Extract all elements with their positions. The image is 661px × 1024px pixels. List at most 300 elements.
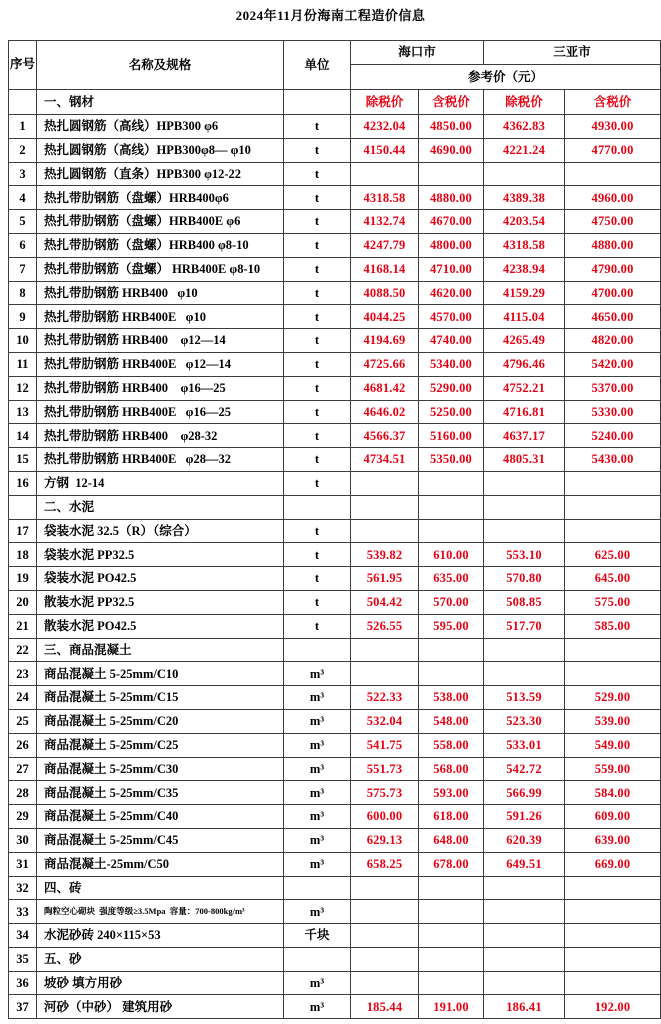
unit-cell: t: [284, 162, 351, 186]
table-row: [9, 233, 661, 257]
table-row: [9, 638, 661, 662]
section-title-steel: 一、钢材: [37, 90, 284, 115]
haikou-inctax-price: 4850.00: [419, 115, 484, 139]
haikou-extax-price: 532.04: [351, 709, 419, 733]
table-row: [9, 686, 661, 710]
haikou-extax-price: 4247.79: [351, 233, 419, 257]
haikou-extax-price: 4132.74: [351, 210, 419, 234]
row-no: 36: [9, 971, 37, 995]
haikou-inctax-price: [419, 876, 484, 900]
table-row: [9, 305, 661, 329]
price-table: [8, 40, 661, 1019]
item-name: 热扎带肋钢筋 HRB400E φ28—32: [37, 448, 284, 472]
row-no: 21: [9, 614, 37, 638]
col-header-ref-price: 参考价（元）: [351, 65, 661, 90]
sanya-extax-price: 4637.17: [484, 424, 565, 448]
item-name: 袋装水泥 32.5（R）（综合）: [37, 519, 284, 543]
haikou-extax-price: [351, 662, 419, 686]
row-no: 25: [9, 709, 37, 733]
sanya-inctax-price: [565, 900, 661, 924]
haikou-inctax-price: 4620.00: [419, 281, 484, 305]
item-name: 散装水泥 PO42.5: [37, 614, 284, 638]
haikou-inctax-price: 4570.00: [419, 305, 484, 329]
item-name: 热扎圆钢筋（高线）HPB300φ8— φ10: [37, 138, 284, 162]
col-header-city-haikou: 海口市: [351, 41, 484, 65]
row-no: 10: [9, 329, 37, 353]
row-no: 33: [9, 900, 37, 924]
row-no: 24: [9, 686, 37, 710]
haikou-extax-price: 4734.51: [351, 448, 419, 472]
haikou-inctax-price: [419, 495, 484, 519]
table-row: [9, 376, 661, 400]
row-no: [9, 90, 37, 115]
haikou-inctax-price: [419, 162, 484, 186]
sanya-inctax-price: 529.00: [565, 686, 661, 710]
sanya-extax-price: 4796.46: [484, 352, 565, 376]
haikou-extax-price: 4168.14: [351, 257, 419, 281]
table-row: [9, 614, 661, 638]
table-row: [9, 805, 661, 829]
haikou-extax-price: 4088.50: [351, 281, 419, 305]
sanya-inctax-price: [565, 971, 661, 995]
sanya-extax-price: [484, 519, 565, 543]
table-row: [9, 662, 661, 686]
unit-cell: t: [284, 400, 351, 424]
row-no: 22: [9, 638, 37, 662]
table-row: [9, 781, 661, 805]
table-row: [9, 828, 661, 852]
unit-cell: t: [284, 519, 351, 543]
sanya-inctax-price: 4930.00: [565, 115, 661, 139]
sanya-inctax-price: [565, 876, 661, 900]
haikou-extax-price: [351, 495, 419, 519]
unit-cell: [284, 876, 351, 900]
sanya-extax-price: 4318.58: [484, 233, 565, 257]
unit-cell: m³: [284, 781, 351, 805]
col-header-sanya-inctax: 含税价: [565, 90, 661, 115]
sanya-inctax-price: [565, 519, 661, 543]
haikou-extax-price: [351, 162, 419, 186]
haikou-extax-price: [351, 471, 419, 495]
row-no: 15: [9, 448, 37, 472]
row-no: 23: [9, 662, 37, 686]
table-row: [9, 281, 661, 305]
table-row: [9, 876, 661, 900]
table-row: [9, 495, 661, 519]
haikou-inctax-price: 610.00: [419, 543, 484, 567]
unit-cell: t: [284, 471, 351, 495]
table-row: [9, 590, 661, 614]
row-no: 31: [9, 852, 37, 876]
haikou-extax-price: 4150.44: [351, 138, 419, 162]
table-row: [9, 352, 661, 376]
item-name: 热扎带肋钢筋（盘螺） HRB400E φ8-10: [37, 257, 284, 281]
table-row: [9, 471, 661, 495]
unit-cell: m³: [284, 733, 351, 757]
sanya-extax-price: 4805.31: [484, 448, 565, 472]
col-header-unit: 单位: [284, 41, 351, 90]
haikou-extax-price: [351, 900, 419, 924]
unit-cell: m³: [284, 852, 351, 876]
sanya-inctax-price: 4700.00: [565, 281, 661, 305]
sanya-extax-price: 542.72: [484, 757, 565, 781]
haikou-extax-price: 4044.25: [351, 305, 419, 329]
page-title: 2024年11月份海南工程造价信息: [235, 8, 426, 23]
sanya-extax-price: 591.26: [484, 805, 565, 829]
row-no: 4: [9, 186, 37, 210]
row-no: 34: [9, 924, 37, 948]
row-no: 30: [9, 828, 37, 852]
sanya-extax-price: 508.85: [484, 590, 565, 614]
haikou-extax-price: 600.00: [351, 805, 419, 829]
price-table-body: [9, 115, 661, 1019]
haikou-inctax-price: [419, 947, 484, 971]
row-no: 19: [9, 567, 37, 591]
col-header-name-spec: 名称及规格: [37, 41, 284, 90]
haikou-extax-price: 539.82: [351, 543, 419, 567]
header-row-cities: [9, 41, 661, 65]
item-name: 热扎带肋钢筋 HRB400 φ10: [37, 281, 284, 305]
row-no: 35: [9, 947, 37, 971]
row-no: 13: [9, 400, 37, 424]
item-name: 散装水泥 PP32.5: [37, 590, 284, 614]
table-row: [9, 947, 661, 971]
unit-cell: [284, 90, 351, 115]
col-header-no: 序号: [9, 41, 37, 90]
item-name: 坡砂 填方用砂: [37, 971, 284, 995]
unit-cell: t: [284, 138, 351, 162]
sanya-extax-price: 620.39: [484, 828, 565, 852]
unit-cell: t: [284, 614, 351, 638]
sanya-inctax-price: 5420.00: [565, 352, 661, 376]
unit-cell: 千块: [284, 924, 351, 948]
item-name: 商品混凝土 5-25mm/C15: [37, 686, 284, 710]
item-name: 四、砖: [37, 876, 284, 900]
haikou-inctax-price: 558.00: [419, 733, 484, 757]
item-name: 热扎带肋钢筋 HRB400 φ16—25: [37, 376, 284, 400]
table-row: [9, 971, 661, 995]
sanya-extax-price: 4752.21: [484, 376, 565, 400]
sanya-extax-price: 517.70: [484, 614, 565, 638]
item-name: 陶粒空心砌块 强度等级≥3.5Mpa 容量：700-800kg/m³: [37, 900, 284, 924]
sanya-inctax-price: 639.00: [565, 828, 661, 852]
sanya-inctax-price: 5240.00: [565, 424, 661, 448]
unit-cell: t: [284, 590, 351, 614]
table-row: [9, 995, 661, 1019]
item-name: 五、砂: [37, 947, 284, 971]
haikou-inctax-price: 5250.00: [419, 400, 484, 424]
table-row: [9, 329, 661, 353]
haikou-inctax-price: 191.00: [419, 995, 484, 1019]
sanya-extax-price: 533.01: [484, 733, 565, 757]
sanya-extax-price: [484, 638, 565, 662]
item-name: 热扎圆钢筋（高线）HPB300 φ6: [37, 115, 284, 139]
row-no: 26: [9, 733, 37, 757]
sanya-inctax-price: 585.00: [565, 614, 661, 638]
unit-cell: t: [284, 305, 351, 329]
haikou-inctax-price: [419, 662, 484, 686]
unit-cell: t: [284, 329, 351, 353]
haikou-extax-price: 575.73: [351, 781, 419, 805]
item-name: 袋装水泥 PO42.5: [37, 567, 284, 591]
unit-cell: t: [284, 257, 351, 281]
row-no: 32: [9, 876, 37, 900]
sanya-extax-price: 649.51: [484, 852, 565, 876]
item-name: 商品混凝土 5-25mm/C40: [37, 805, 284, 829]
unit-cell: t: [284, 567, 351, 591]
unit-cell: m³: [284, 971, 351, 995]
sanya-extax-price: [484, 495, 565, 519]
sanya-extax-price: [484, 162, 565, 186]
haikou-inctax-price: 678.00: [419, 852, 484, 876]
haikou-inctax-price: 618.00: [419, 805, 484, 829]
haikou-extax-price: 185.44: [351, 995, 419, 1019]
haikou-inctax-price: 4800.00: [419, 233, 484, 257]
sanya-extax-price: 4265.49: [484, 329, 565, 353]
haikou-inctax-price: 593.00: [419, 781, 484, 805]
item-name: 商品混凝土 5-25mm/C10: [37, 662, 284, 686]
haikou-inctax-price: 5350.00: [419, 448, 484, 472]
table-row: [9, 186, 661, 210]
haikou-inctax-price: [419, 924, 484, 948]
row-no: 18: [9, 543, 37, 567]
row-no: 6: [9, 233, 37, 257]
item-name: 商品混凝土 5-25mm/C45: [37, 828, 284, 852]
unit-cell: [284, 638, 351, 662]
item-name: 热扎带肋钢筋 HRB400E φ12—14: [37, 352, 284, 376]
sanya-inctax-price: [565, 947, 661, 971]
sanya-inctax-price: 645.00: [565, 567, 661, 591]
sanya-extax-price: 4159.29: [484, 281, 565, 305]
haikou-extax-price: 4194.69: [351, 329, 419, 353]
haikou-inctax-price: 4710.00: [419, 257, 484, 281]
haikou-extax-price: 522.33: [351, 686, 419, 710]
row-no: 7: [9, 257, 37, 281]
haikou-extax-price: 658.25: [351, 852, 419, 876]
unit-cell: m³: [284, 709, 351, 733]
sanya-inctax-price: 4790.00: [565, 257, 661, 281]
item-name: 热扎带肋钢筋（盘螺）HRB400E φ6: [37, 210, 284, 234]
unit-cell: t: [284, 424, 351, 448]
table-row: [9, 543, 661, 567]
table-row: [9, 924, 661, 948]
sanya-inctax-price: 5430.00: [565, 448, 661, 472]
header-row-tax-and-section-steel: [9, 90, 661, 115]
table-row: [9, 757, 661, 781]
sanya-extax-price: 523.30: [484, 709, 565, 733]
unit-cell: t: [284, 352, 351, 376]
haikou-extax-price: [351, 519, 419, 543]
haikou-inctax-price: 5160.00: [419, 424, 484, 448]
row-no: 1: [9, 115, 37, 139]
item-name: 热扎带肋钢筋（盘螺）HRB400φ6: [37, 186, 284, 210]
haikou-extax-price: 504.42: [351, 590, 419, 614]
sanya-extax-price: 4221.24: [484, 138, 565, 162]
sanya-extax-price: 4716.81: [484, 400, 565, 424]
sanya-inctax-price: 609.00: [565, 805, 661, 829]
haikou-inctax-price: 4670.00: [419, 210, 484, 234]
unit-cell: m³: [284, 805, 351, 829]
item-name: 商品混凝土 5-25mm/C35: [37, 781, 284, 805]
row-no: 5: [9, 210, 37, 234]
table-row: [9, 115, 661, 139]
haikou-inctax-price: 4740.00: [419, 329, 484, 353]
table-row: [9, 257, 661, 281]
haikou-inctax-price: 568.00: [419, 757, 484, 781]
sanya-inctax-price: 549.00: [565, 733, 661, 757]
item-name: 商品混凝土 5-25mm/C20: [37, 709, 284, 733]
item-name: 热扎带肋钢筋 HRB400E φ10: [37, 305, 284, 329]
row-no: [9, 495, 37, 519]
row-no: 3: [9, 162, 37, 186]
sanya-inctax-price: 575.00: [565, 590, 661, 614]
sanya-inctax-price: 4960.00: [565, 186, 661, 210]
sanya-inctax-price: 4750.00: [565, 210, 661, 234]
item-name: 商品混凝土 5-25mm/C30: [37, 757, 284, 781]
unit-cell: t: [284, 210, 351, 234]
unit-cell: m³: [284, 757, 351, 781]
haikou-inctax-price: [419, 471, 484, 495]
unit-cell: [284, 495, 351, 519]
item-name: 河砂（中砂） 建筑用砂: [37, 995, 284, 1019]
table-row: [9, 519, 661, 543]
haikou-extax-price: 541.75: [351, 733, 419, 757]
item-name: 热扎圆钢筋（直条）HPB300 φ12-22: [37, 162, 284, 186]
item-name: 袋装水泥 PP32.5: [37, 543, 284, 567]
row-no: 27: [9, 757, 37, 781]
unit-cell: m³: [284, 662, 351, 686]
sanya-extax-price: [484, 900, 565, 924]
sanya-inctax-price: 539.00: [565, 709, 661, 733]
sanya-extax-price: 566.99: [484, 781, 565, 805]
haikou-inctax-price: 648.00: [419, 828, 484, 852]
row-no: 20: [9, 590, 37, 614]
table-row: [9, 210, 661, 234]
sanya-extax-price: [484, 471, 565, 495]
item-name: 水泥砂砖 240×115×53: [37, 924, 284, 948]
sanya-extax-price: [484, 662, 565, 686]
haikou-extax-price: 4232.04: [351, 115, 419, 139]
haikou-extax-price: 629.13: [351, 828, 419, 852]
sanya-extax-price: 4362.83: [484, 115, 565, 139]
sanya-extax-price: 513.59: [484, 686, 565, 710]
haikou-inctax-price: 570.00: [419, 590, 484, 614]
row-no: 2: [9, 138, 37, 162]
row-no: 28: [9, 781, 37, 805]
haikou-inctax-price: 538.00: [419, 686, 484, 710]
table-row: [9, 162, 661, 186]
unit-cell: m³: [284, 828, 351, 852]
sanya-inctax-price: [565, 162, 661, 186]
table-row: [9, 709, 661, 733]
haikou-extax-price: 551.73: [351, 757, 419, 781]
haikou-inctax-price: 5290.00: [419, 376, 484, 400]
table-row: [9, 138, 661, 162]
unit-cell: m³: [284, 900, 351, 924]
sanya-inctax-price: 559.00: [565, 757, 661, 781]
col-header-haikou-inctax: 含税价: [419, 90, 484, 115]
table-row: [9, 424, 661, 448]
haikou-inctax-price: [419, 971, 484, 995]
sanya-inctax-price: [565, 495, 661, 519]
haikou-inctax-price: 595.00: [419, 614, 484, 638]
sanya-inctax-price: [565, 924, 661, 948]
haikou-extax-price: [351, 924, 419, 948]
item-name: 商品混凝土-25mm/C50: [37, 852, 284, 876]
unit-cell: t: [284, 281, 351, 305]
haikou-extax-price: [351, 971, 419, 995]
item-name: 方钢 12-14: [37, 471, 284, 495]
table-row: [9, 567, 661, 591]
table-row: [9, 400, 661, 424]
haikou-extax-price: [351, 638, 419, 662]
item-name: 商品混凝土 5-25mm/C25: [37, 733, 284, 757]
sanya-inctax-price: 4650.00: [565, 305, 661, 329]
unit-cell: t: [284, 115, 351, 139]
unit-cell: t: [284, 186, 351, 210]
sanya-extax-price: [484, 876, 565, 900]
haikou-extax-price: [351, 947, 419, 971]
sanya-inctax-price: 192.00: [565, 995, 661, 1019]
haikou-inctax-price: 635.00: [419, 567, 484, 591]
table-row: [9, 733, 661, 757]
sanya-inctax-price: 669.00: [565, 852, 661, 876]
sanya-inctax-price: 625.00: [565, 543, 661, 567]
sanya-extax-price: 4115.04: [484, 305, 565, 329]
haikou-extax-price: 526.55: [351, 614, 419, 638]
row-no: 11: [9, 352, 37, 376]
unit-cell: t: [284, 448, 351, 472]
unit-cell: m³: [284, 995, 351, 1019]
item-name: 热扎带肋钢筋 HRB400E φ16—25: [37, 400, 284, 424]
sanya-extax-price: [484, 924, 565, 948]
sanya-extax-price: 570.80: [484, 567, 565, 591]
table-row: [9, 448, 661, 472]
sanya-extax-price: [484, 971, 565, 995]
sanya-inctax-price: [565, 662, 661, 686]
haikou-extax-price: 4646.02: [351, 400, 419, 424]
haikou-inctax-price: 4690.00: [419, 138, 484, 162]
sanya-extax-price: 186.41: [484, 995, 565, 1019]
haikou-extax-price: [351, 876, 419, 900]
unit-cell: [284, 947, 351, 971]
sanya-extax-price: 553.10: [484, 543, 565, 567]
sanya-inctax-price: 4770.00: [565, 138, 661, 162]
item-name: 热扎带肋钢筋（盘螺）HRB400 φ8-10: [37, 233, 284, 257]
item-name: 热扎带肋钢筋 HRB400 φ28-32: [37, 424, 284, 448]
unit-cell: t: [284, 543, 351, 567]
sanya-extax-price: 4389.38: [484, 186, 565, 210]
table-row: [9, 852, 661, 876]
row-no: 8: [9, 281, 37, 305]
haikou-inctax-price: 4880.00: [419, 186, 484, 210]
haikou-inctax-price: 548.00: [419, 709, 484, 733]
row-no: 12: [9, 376, 37, 400]
row-no: 9: [9, 305, 37, 329]
sanya-inctax-price: 4880.00: [565, 233, 661, 257]
unit-cell: t: [284, 233, 351, 257]
haikou-extax-price: 4725.66: [351, 352, 419, 376]
row-no: 14: [9, 424, 37, 448]
item-name: 三、商品混凝土: [37, 638, 284, 662]
table-row: [9, 900, 661, 924]
haikou-inctax-price: [419, 638, 484, 662]
sanya-extax-price: [484, 947, 565, 971]
haikou-inctax-price: [419, 519, 484, 543]
unit-cell: t: [284, 376, 351, 400]
row-no: 29: [9, 805, 37, 829]
haikou-extax-price: 4318.58: [351, 186, 419, 210]
